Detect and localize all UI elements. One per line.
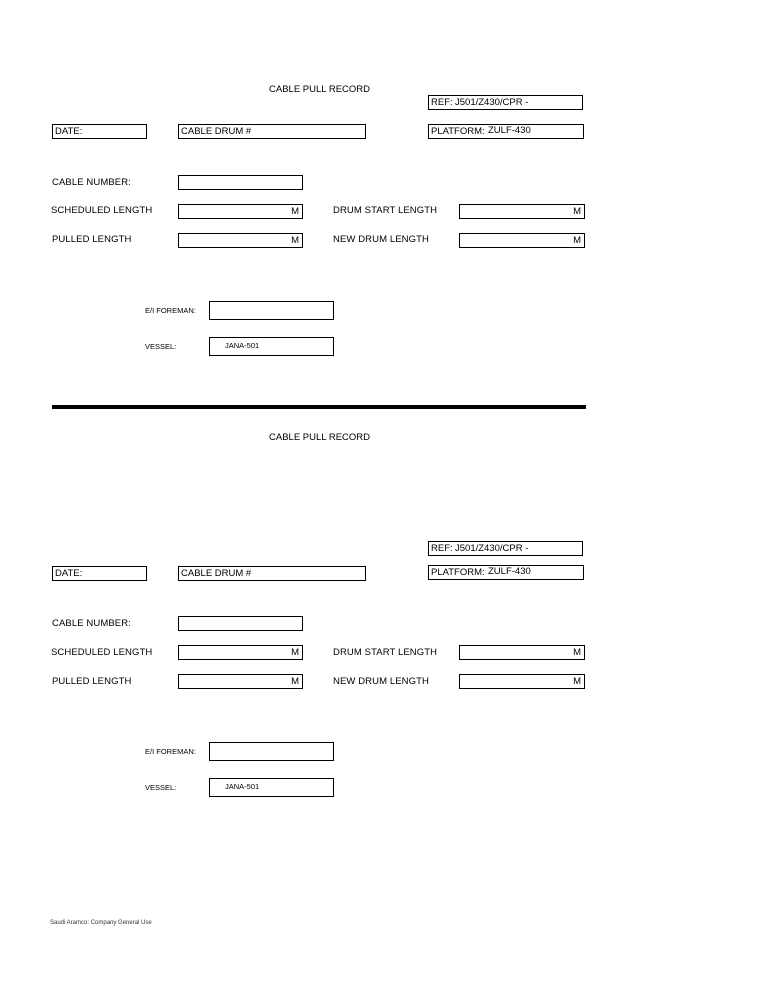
unit-label: M xyxy=(291,206,299,217)
drum-start-length-label: DRUM START LENGTH xyxy=(333,205,438,216)
cable-drum-field[interactable] xyxy=(178,124,366,139)
vessel-value: JANA-501 xyxy=(225,341,260,350)
platform-field[interactable] xyxy=(428,565,584,580)
record-title: CABLE PULL RECORD xyxy=(269,84,371,95)
date-label: DATE: xyxy=(55,126,83,137)
pulled-length-input[interactable] xyxy=(178,674,303,689)
cable-drum-label: CABLE DRUM # xyxy=(181,568,252,579)
foreman-label: E/I FOREMAN: xyxy=(145,306,196,315)
record-title: CABLE PULL RECORD xyxy=(269,432,371,443)
ref-value: J501/Z430/CPR - xyxy=(455,543,529,554)
scheduled-length-label: SCHEDULED LENGTH xyxy=(51,205,153,216)
foreman-input[interactable] xyxy=(209,301,334,320)
new-drum-length-label: NEW DRUM LENGTH xyxy=(333,234,429,245)
unit-label: M xyxy=(291,676,299,687)
vessel-field[interactable] xyxy=(209,337,334,356)
cable-number-label: CABLE NUMBER: xyxy=(52,177,131,188)
new-drum-length-input[interactable] xyxy=(459,233,585,248)
vessel-label: VESSEL: xyxy=(145,783,177,792)
cable-drum-field[interactable] xyxy=(178,566,366,581)
unit-label: M xyxy=(291,647,299,658)
platform-label: PLATFORM: xyxy=(431,126,485,137)
vessel-value: JANA-501 xyxy=(225,782,260,791)
platform-value: ZULF-430 xyxy=(488,125,531,136)
pulled-length-label: PULLED LENGTH xyxy=(52,234,132,245)
drum-start-length-input[interactable] xyxy=(459,204,585,219)
scheduled-length-input[interactable] xyxy=(178,204,303,219)
foreman-label: E/I FOREMAN: xyxy=(145,747,196,756)
ref-field[interactable] xyxy=(428,541,583,556)
cable-number-input[interactable] xyxy=(178,616,303,631)
unit-label: M xyxy=(573,647,581,658)
date-field[interactable] xyxy=(52,566,147,581)
unit-label: M xyxy=(573,206,581,217)
cable-number-label: CABLE NUMBER: xyxy=(52,618,131,629)
pulled-length-input[interactable] xyxy=(178,233,303,248)
date-field[interactable] xyxy=(52,124,147,139)
date-label: DATE: xyxy=(55,568,83,579)
platform-label: PLATFORM: xyxy=(431,567,485,578)
platform-field[interactable] xyxy=(428,124,584,139)
new-drum-length-label: NEW DRUM LENGTH xyxy=(333,676,429,687)
classification-footer: Saudi Aramco: Company General Use xyxy=(50,920,152,926)
scheduled-length-label: SCHEDULED LENGTH xyxy=(51,647,153,658)
drum-start-length-label: DRUM START LENGTH xyxy=(333,647,438,658)
vessel-label: VESSEL: xyxy=(145,342,177,351)
ref-field[interactable] xyxy=(428,95,583,110)
cable-drum-label: CABLE DRUM # xyxy=(181,126,252,137)
unit-label: M xyxy=(573,235,581,246)
ref-value: J501/Z430/CPR - xyxy=(455,97,529,108)
pulled-length-label: PULLED LENGTH xyxy=(52,676,132,687)
unit-label: M xyxy=(291,235,299,246)
scheduled-length-input[interactable] xyxy=(178,645,303,660)
vessel-field[interactable] xyxy=(209,778,334,797)
foreman-input[interactable] xyxy=(209,742,334,761)
platform-value: ZULF-430 xyxy=(488,566,531,577)
drum-start-length-input[interactable] xyxy=(459,645,585,660)
new-drum-length-input[interactable] xyxy=(459,674,585,689)
ref-label: REF: xyxy=(431,97,453,108)
ref-label: REF: xyxy=(431,543,453,554)
section-divider xyxy=(52,405,586,409)
unit-label: M xyxy=(573,676,581,687)
cable-number-input[interactable] xyxy=(178,175,303,190)
